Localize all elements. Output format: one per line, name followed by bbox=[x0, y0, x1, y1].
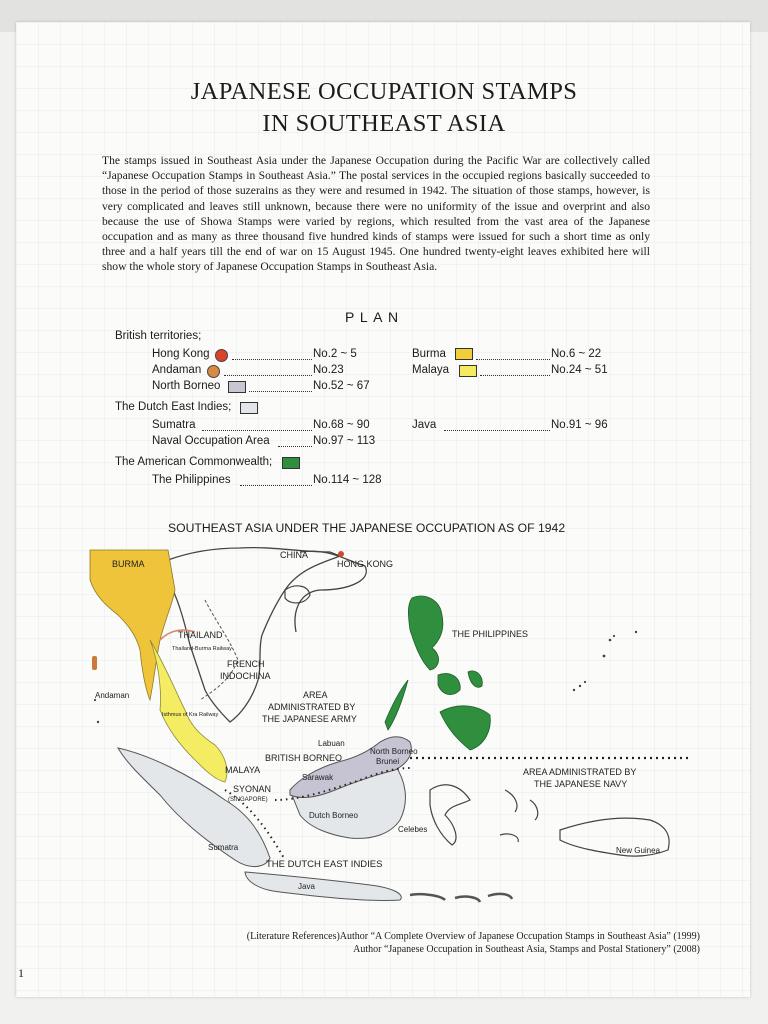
label-china: CHINA bbox=[280, 550, 309, 560]
lesser-sunda-islands bbox=[410, 894, 512, 902]
philippines-luzon bbox=[408, 596, 443, 670]
reference-line-2: Author “Japanese Occupation in Southeast Asia, Stamps and Postal Stationery” (2008) bbox=[353, 944, 700, 955]
hongkong-name: Hong Kong bbox=[152, 348, 210, 360]
label-army-2: ADMINISTRATED BY bbox=[268, 702, 356, 712]
label-dei: THE DUTCH EAST INDIES bbox=[266, 859, 383, 870]
label-kra: Isthmus of Kra Railway bbox=[162, 712, 219, 718]
label-celebes: Celebes bbox=[398, 825, 428, 834]
philippines-name: The Philippines bbox=[152, 474, 231, 486]
label-labuan: Labuan bbox=[318, 739, 345, 748]
plan-heading: PLAN bbox=[345, 309, 404, 325]
hongkong-range: No.2 ~ 5 bbox=[313, 348, 357, 360]
sumatra-name: Sumatra bbox=[152, 419, 196, 431]
title-line-1: JAPANESE OCCUPATION STAMPS bbox=[190, 78, 578, 105]
naval-name: Naval Occupation Area bbox=[152, 435, 270, 447]
label-sumatra: Sumatra bbox=[208, 843, 239, 852]
title-line-2: IN SOUTHEAST ASIA bbox=[262, 110, 506, 137]
label-burma: BURMA bbox=[112, 559, 145, 569]
malaya-region bbox=[150, 640, 227, 782]
page-number: 1 bbox=[18, 966, 24, 980]
label-north-borneo: North Borneo bbox=[370, 747, 418, 756]
label-philippines: THE PHILIPPINES bbox=[452, 629, 529, 639]
java-name: Java bbox=[412, 419, 437, 431]
label-dutch-borneo: Dutch Borneo bbox=[309, 811, 358, 820]
label-navy-2: THE JAPANESE NAVY bbox=[534, 779, 628, 789]
label-syonan: SYONAN bbox=[233, 784, 272, 794]
label-hongkong: HONG KONG bbox=[337, 559, 394, 569]
burma-name: Burma bbox=[412, 348, 446, 360]
label-brunei: Brunei bbox=[376, 757, 400, 766]
label-army-1: AREA bbox=[303, 690, 328, 700]
intro-paragraph: The stamps issued in Southeast Asia under the Japanese Occupation during the Pacific War are collectively called “Japanese Occupation Stamps in Southeast Asia.” The postal services in the occupied regions basically succeeded to those in the period of those suzerains as they were and resumed in 1942. The situation of those stamps, however, is very complicated and leaves still unknown, because there were no uniformity of the issue and overprint and also because the use of Showa Stamps were varied by regions, which resulted from the vast area of the Japanese occupation and as many as three thousand five hundred kinds of stamps were issued for such a short time as only three and a half years till the end of war on 15 August 1945. One hundred twenty-eight leaves exhibited here will show the whole story of Japanese Occupation Stamps in Southeast Asia. bbox=[102, 154, 650, 274]
map-heading: SOUTHEAST ASIA UNDER THE JAPANESE OCCUPATION AS OF 1942 bbox=[168, 521, 566, 535]
malaya-name: Malaya bbox=[412, 364, 450, 376]
malaya-range: No.24 ~ 51 bbox=[551, 364, 608, 376]
label-malaya: MALAYA bbox=[225, 765, 261, 775]
label-singapore: (SINGAPORE) bbox=[228, 797, 268, 803]
label-andaman: Andaman bbox=[95, 691, 130, 700]
label-java: Java bbox=[298, 882, 315, 891]
hongkong-marker bbox=[338, 551, 344, 557]
label-new-guinea: New Guinea bbox=[616, 846, 661, 855]
philippines-palawan bbox=[385, 680, 408, 730]
andaman-name: Andaman bbox=[152, 364, 202, 376]
java-range: No.91 ~ 96 bbox=[551, 419, 608, 431]
british-heading: British territories; bbox=[115, 330, 202, 342]
andaman-range: No.23 bbox=[313, 364, 344, 376]
label-army-3: THE JAPANESE ARMY bbox=[262, 714, 357, 724]
reference-line-1: (Literature References)Author “A Complete Overview of Japanese Occupation Stamps in Southeast Asia” (1999) bbox=[246, 931, 700, 942]
philippines-visayas bbox=[438, 671, 482, 695]
label-british-borneo: BRITISH BORNEO bbox=[265, 753, 343, 763]
literature-references bbox=[100, 930, 700, 956]
label-indochina: INDOCHINA bbox=[220, 671, 271, 681]
dutch-heading: The Dutch East Indies; bbox=[115, 401, 232, 413]
label-thailand: THAILAND bbox=[178, 630, 223, 640]
moluccas-islands bbox=[500, 790, 538, 842]
label-french: FRENCH bbox=[227, 659, 265, 669]
label-navy-1: AREA ADMINISTRATED BY bbox=[523, 767, 637, 777]
american-heading: The American Commonwealth; bbox=[115, 456, 273, 468]
sumatra-range: No.68 ~ 90 bbox=[313, 419, 370, 431]
naval-range: No.97 ~ 113 bbox=[313, 435, 376, 447]
label-sarawak: Sarawak bbox=[302, 773, 334, 782]
philippines-mindanao bbox=[440, 706, 490, 750]
north-borneo-range: No.52 ~ 67 bbox=[313, 380, 370, 392]
burma-range: No.6 ~ 22 bbox=[551, 348, 602, 360]
north-borneo-name: North Borneo bbox=[152, 380, 221, 392]
label-railway: Thailand-Burma Railway bbox=[172, 646, 232, 652]
celebes-island bbox=[430, 785, 470, 845]
java-island bbox=[245, 872, 401, 900]
andaman-islands bbox=[92, 656, 97, 670]
philippines-range: No.114 ~ 128 bbox=[313, 474, 382, 486]
